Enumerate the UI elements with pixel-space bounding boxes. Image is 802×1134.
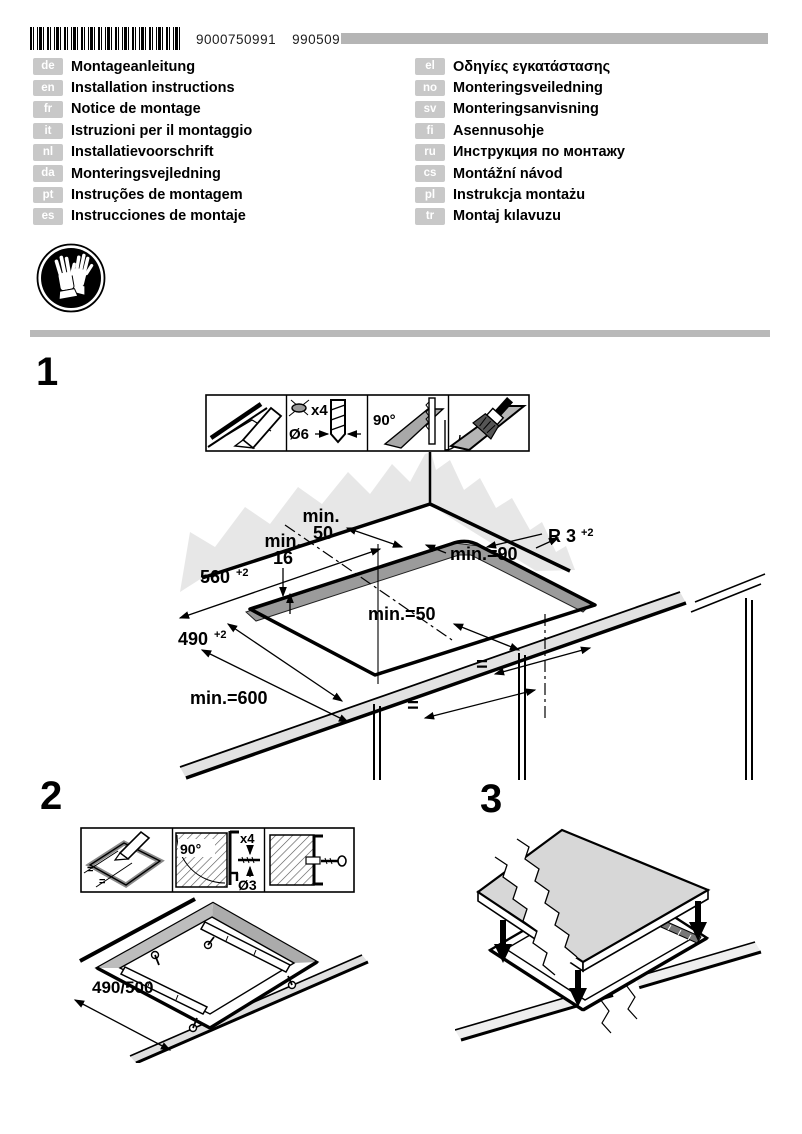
language-code-badge: fr	[33, 101, 63, 118]
language-title: Installatievoorschrift	[71, 144, 214, 161]
svg-text:min.=90: min.=90	[450, 544, 518, 564]
language-row	[415, 56, 787, 77]
language-title: Istruzioni per il montaggio	[71, 122, 253, 139]
language-title: Montážní návod	[453, 165, 563, 182]
language-title: Инструкция по монтажу	[453, 144, 625, 161]
language-title: Installation instructions	[71, 80, 235, 97]
svg-text:=: =	[87, 864, 94, 876]
step-2-number: 2	[40, 774, 63, 818]
language-row	[415, 77, 787, 98]
language-row	[33, 56, 405, 77]
language-row	[33, 206, 405, 227]
svg-text:90°: 90°	[373, 412, 396, 429]
language-code-badge: tr	[415, 208, 445, 225]
language-title: Instrukcja montażu	[453, 187, 586, 204]
svg-text:Ø3: Ø3	[238, 877, 257, 893]
language-row	[415, 206, 787, 227]
language-list-right	[415, 56, 787, 227]
step-1-number: 1	[36, 350, 59, 394]
language-row	[415, 120, 787, 141]
document-number: 9000750991	[196, 32, 277, 47]
language-title: Instrucciones de montaje	[71, 208, 246, 225]
language-code-badge: da	[33, 165, 63, 182]
language-code-badge: cs	[415, 165, 445, 182]
svg-text:min.: min.	[302, 506, 340, 526]
language-code-badge: el	[415, 58, 445, 75]
language-row	[415, 99, 787, 120]
language-code-badge: pl	[415, 187, 445, 204]
svg-text:560: 560	[200, 567, 231, 587]
header-bar	[341, 33, 768, 44]
svg-text:16: 16	[272, 548, 294, 568]
language-title: Montaj kılavuzu	[453, 208, 561, 225]
svg-text:=: =	[99, 876, 106, 888]
step-1-cutout-diagram	[30, 452, 770, 780]
svg-text:R 3: R 3	[548, 526, 577, 546]
language-title: Monteringsvejledning	[71, 165, 221, 182]
svg-text:x4: x4	[311, 402, 328, 419]
document-codes	[196, 32, 340, 47]
language-code-badge: pt	[33, 187, 63, 204]
language-list-left	[33, 56, 405, 227]
language-title: Οδηγίες εγκατάστασης	[453, 58, 611, 75]
svg-text:=: =	[476, 654, 488, 676]
language-title: Montageanleitung	[71, 58, 196, 75]
language-row	[415, 142, 787, 163]
svg-text:+2: +2	[581, 527, 594, 539]
language-row	[33, 99, 405, 120]
document-revision: 990509	[292, 32, 341, 47]
language-code-badge: no	[415, 80, 445, 97]
step-3-number: 3	[480, 777, 503, 821]
step-2-rails-diagram	[60, 893, 390, 1063]
language-code-badge: nl	[33, 144, 63, 161]
svg-text:50: 50	[312, 523, 334, 543]
svg-text:min.=50: min.=50	[368, 604, 436, 624]
language-row	[33, 163, 405, 184]
svg-text:Ø6: Ø6	[289, 426, 310, 443]
language-title: Monteringsveiledning	[453, 80, 603, 97]
step-2-tools-strip	[80, 827, 355, 893]
svg-text:490: 490	[178, 629, 209, 649]
language-code-badge: sv	[415, 101, 445, 118]
language-row	[415, 184, 787, 205]
step-3-insert-hob-diagram	[455, 825, 780, 1060]
language-row	[33, 184, 405, 205]
barcode	[30, 27, 180, 50]
svg-text:min.=600: min.=600	[190, 688, 268, 708]
language-code-badge: es	[33, 208, 63, 225]
svg-text:90°: 90°	[180, 841, 202, 857]
language-row	[33, 120, 405, 141]
language-title: Monteringsanvisning	[453, 101, 599, 118]
svg-text:min.: min.	[264, 531, 302, 551]
language-code-badge: en	[33, 80, 63, 97]
language-title: Notice de montage	[71, 101, 201, 118]
svg-text:490/500: 490/500	[92, 978, 154, 997]
language-code-badge: it	[33, 123, 63, 140]
svg-text:+2: +2	[236, 567, 249, 579]
language-title: Instruções de montagem	[71, 187, 243, 204]
language-code-badge: fi	[415, 123, 445, 140]
svg-text:=: =	[407, 695, 419, 717]
language-row	[33, 77, 405, 98]
language-code-badge: ru	[415, 144, 445, 161]
language-row	[33, 142, 405, 163]
language-row	[415, 163, 787, 184]
gloves-icon	[36, 243, 106, 313]
section-divider	[30, 330, 770, 337]
language-code-badge: de	[33, 58, 63, 75]
svg-text:x4: x4	[240, 831, 255, 846]
svg-text:+2: +2	[214, 629, 227, 641]
language-title: Asennusohje	[453, 122, 545, 139]
step-1-tools-strip	[205, 394, 530, 452]
